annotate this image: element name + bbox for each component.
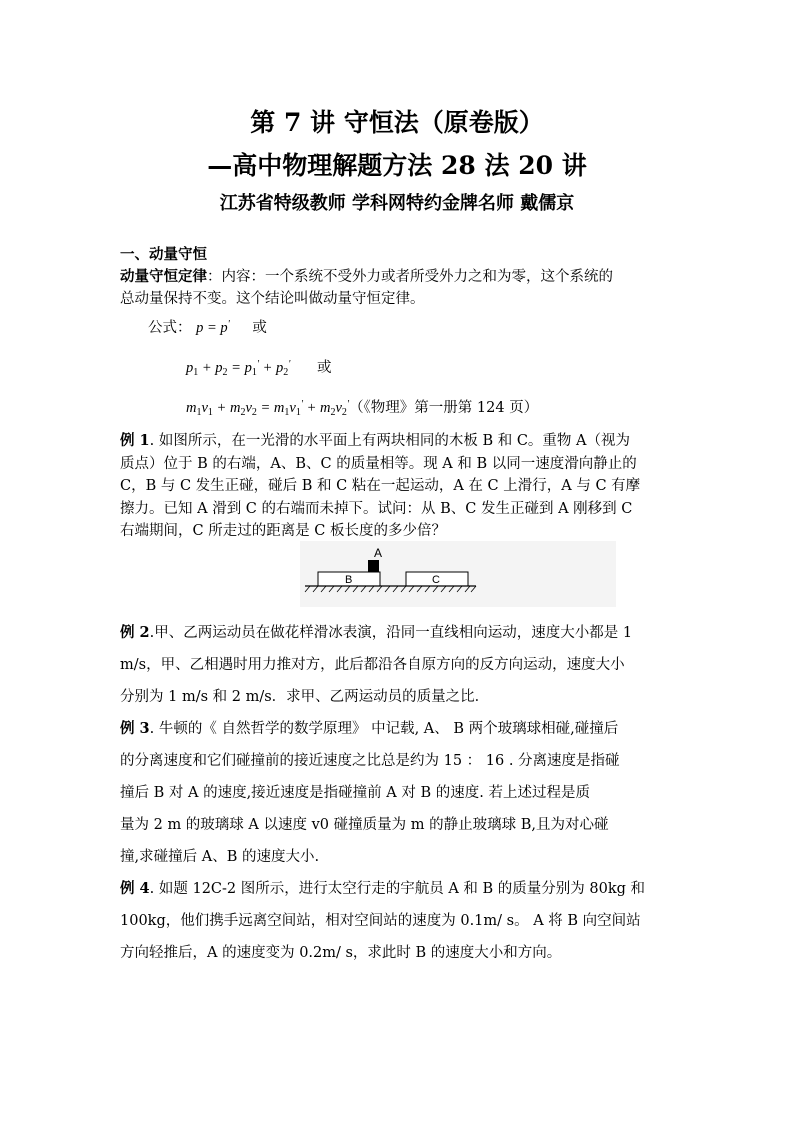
example-line: 量为 2 m 的玻璃球 A 以速度 v0 碰撞质量为 m 的静止玻璃球 B,且为对心碰 [120, 817, 609, 833]
example-line: 右端期间，C 所走过的距离是 C 板长度的多少倍？ [120, 523, 447, 539]
section-momentum [120, 244, 680, 310]
example-label: 例 2 [120, 624, 150, 641]
law-paragraph [120, 266, 680, 288]
example-3 [120, 713, 680, 873]
formula-3-ref: （《物理》第一册第 124 页） [349, 400, 539, 416]
example-label: 例 4 [120, 880, 150, 897]
example-line: 撞,求碰撞后 A、B 的速度大小. [120, 849, 320, 865]
section-heading: 一、动量守恒 [120, 246, 207, 263]
example-line: m/s，甲、乙相遇时用力推对方，此后都沿各自原方向的反方向运动，速度大小 [120, 657, 625, 673]
example-line: 例 1. 如图所示，在一光滑的水平面上有两块相同的木板 B 和 C。重物 A（视为 [120, 432, 631, 449]
example-line: 擦力。已知 A 滑到 C 的右端而未掉下。试问：从 B、C 发生正碰到 A 刚移到 C [120, 500, 633, 517]
formula-or-2: 或 [317, 360, 332, 376]
formula-3: $m_1v_1 + m_2v_2 = m_1v_1' + m_2v_2'$ [186, 399, 350, 418]
label-c: C [432, 574, 440, 586]
example-line: 方向轻推后，A 的速度变为 0.2m/ s，求此时 B 的速度大小和方向。 [120, 945, 562, 961]
law-label: 动量守恒定律 [120, 268, 207, 285]
example-line: 分别为 1 m/s 和 2 m/s．求甲、乙两运动员的质量之比． [120, 689, 490, 705]
example-line: 例 3. 牛顿的《 自然哲学的数学原理》 中记载, A、 B 两个玻璃球相碰,碰撞后 [120, 720, 619, 737]
example-line: 的分离速度和它们碰撞前的接近速度之比总是约为 15 ： 16 . 分离速度是指碰 [120, 753, 620, 769]
formula-1: p = p' [196, 319, 230, 336]
example-line: 例 4. 如题 12C-2 图所示，进行太空行走的宇航员 A 和 B 的质量分别为 80kg 和 [120, 880, 646, 897]
formula-block [148, 316, 708, 436]
formula-label: 公式： [148, 320, 192, 336]
formula-or-1: 或 [252, 320, 267, 336]
blocks-figure [300, 541, 616, 607]
example-line: 质点）位于 B 的右端，A、B、C 的质量相等。现 A 和 B 以同一速度滑向静止的 [120, 455, 637, 472]
page-title: 第 7 讲 守恒法（原卷版） [250, 108, 544, 137]
formula-2: $p_1 + p_2 = p_1' + p_2'$ [186, 359, 291, 378]
label-b: B [345, 574, 353, 586]
label-a: A [374, 546, 383, 560]
example-line: 100kg，他们携手远离空间站，相对空间站的速度为 0.1m/ s。 A 将 B 向空间站 [120, 913, 641, 929]
example-label: 例 3 [120, 720, 150, 737]
example-label: 例 1 [120, 432, 150, 449]
example-line: C，B 与 C 发生正碰，碰后 B 和 C 粘在一起运动，A 在 C 上滑行，A 与 C 有摩 [120, 478, 641, 494]
example-4 [120, 873, 680, 969]
example-1 [120, 430, 680, 543]
page-subtitle: —高中物理解题方法 28 法 20 讲 [207, 151, 587, 180]
block-a [368, 560, 379, 572]
example-2 [120, 617, 680, 713]
law-text-2: 总动量保持不变。这个结论叫做动量守恒定律。 [120, 291, 425, 307]
example-line: 撞后 B 对 A 的速度,接近速度是指碰撞前 A 对 B 的速度. 若上述过程是质 [120, 785, 590, 801]
example-line: 例 2.甲、乙两运动员在做花样滑冰表演，沿同一直线相向运动，速度大小都是 1 [120, 624, 633, 641]
examples-2-4 [120, 617, 680, 969]
law-text-1: ：内容：一个系统不受外力或者所受外力之和为零，这个系统的 [207, 269, 613, 285]
author-line: 江苏省特级教师 学科网特约金牌名师 戴儒京 [219, 193, 575, 214]
formula-row-1 [148, 316, 708, 356]
formula-row-2 [186, 356, 708, 396]
